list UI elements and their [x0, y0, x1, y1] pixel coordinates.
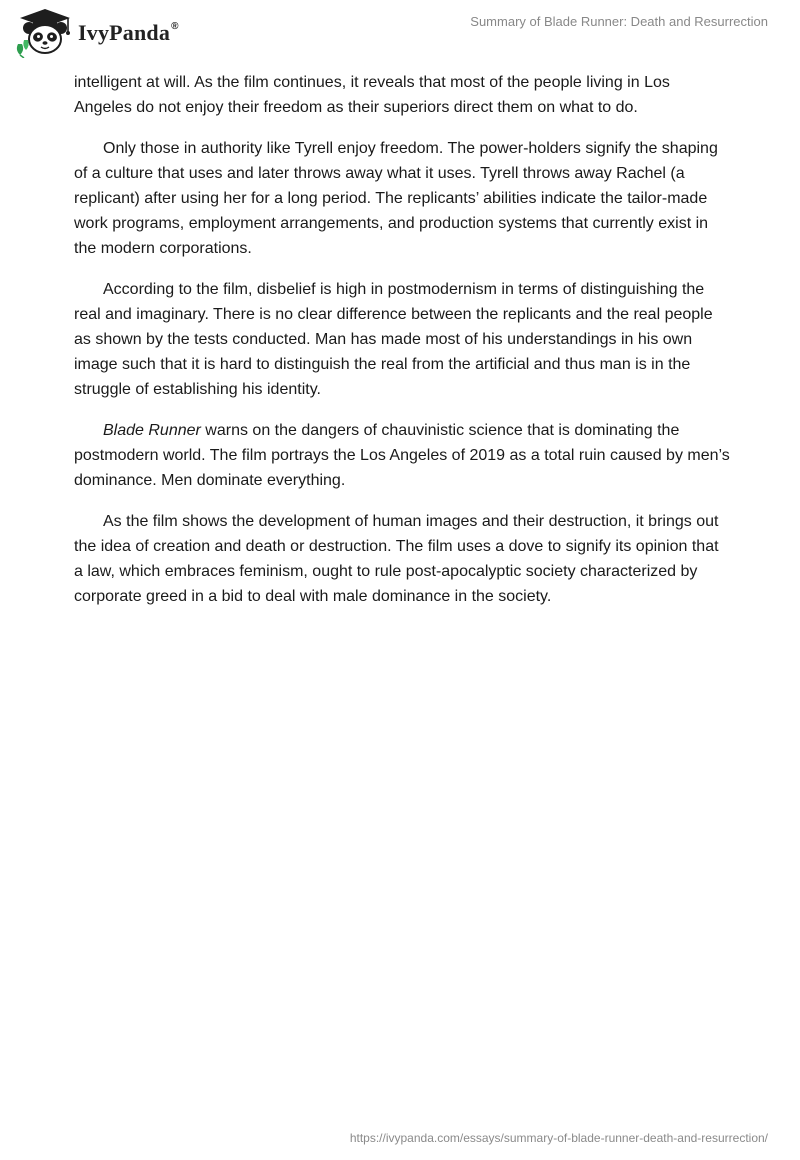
panda-graduate-icon [14, 6, 76, 58]
paragraph-4 [74, 418, 730, 493]
paragraph-1 [74, 70, 730, 120]
paragraph-text: Only those in authority like Tyrell enjoy freedom. The power-holders signify the shaping of a culture that uses and later throws away what it uses. Tyrell throws away Rachel (a replicant) after using her for a long period. The replicants’ abilities indicate the tailor-made work programs, employment arrangements, and production systems that currently exist in the modern corporations. [74, 140, 718, 257]
paragraph-5 [74, 509, 730, 609]
paragraph-text: As the film shows the development of human images and their destruction, it brings out the idea of creation and death or destruction. The film uses a dove to signify its opinion that a law, which embraces feminism, ought to rule post-apocalyptic society characterized by corporate greed in a bid to deal with male dominance in the society. [74, 513, 719, 605]
page-header [0, 0, 800, 64]
film-title-italic: Blade Runner [103, 422, 201, 439]
registered-mark: ® [171, 20, 179, 32]
paragraph-3 [74, 277, 730, 402]
essay-body [74, 70, 730, 625]
paragraph-text: intelligent at will. As the film continues, it reveals that most of the people living in Los Angeles do not enjoy their freedom as their superiors direct them on what to do. [74, 74, 670, 116]
paragraph-2 [74, 136, 730, 261]
ivypanda-logo[interactable] [14, 6, 179, 58]
document-title: Summary of Blade Runner: Death and Resurrection [470, 14, 768, 29]
paragraph-text: According to the film, disbelief is high in postmodernism in terms of distinguishing the real and imaginary. There is no clear difference between the replicants and the real people as shown by the tests conducted. Man has made most of his understandings in his own image such that it is hard to distinguish the real from the artificial and thus man is in the struggle of establishing his identity. [74, 281, 713, 398]
paragraph-text: warns on the dangers of chauvinistic science that is dominating the postmodern world. The film portrays the Los Angeles of 2019 as a total ruin caused by men’s dominance. Men dominate everything. [74, 422, 730, 489]
logo-text: IvyPanda® [78, 20, 179, 45]
source-url[interactable]: https://ivypanda.com/essays/summary-of-blade-runner-death-and-resurrection/ [349, 1131, 768, 1145]
